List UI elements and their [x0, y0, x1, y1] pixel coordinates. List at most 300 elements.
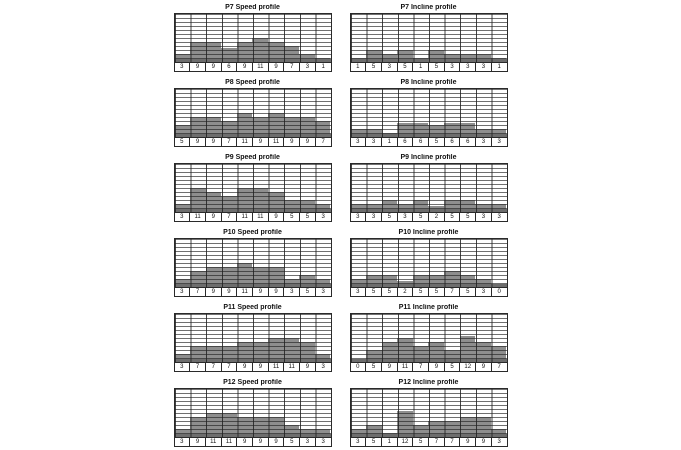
bar-column — [382, 14, 398, 62]
value-cell: 6 — [222, 63, 238, 71]
bar-column — [397, 314, 413, 362]
value-cell: 9 — [253, 363, 269, 371]
value-cell: 9 — [206, 138, 222, 146]
value-cell: 3 — [445, 63, 461, 71]
baseline-band — [175, 134, 331, 137]
value-cell: 3 — [300, 438, 316, 446]
value-cell: 3 — [398, 213, 414, 221]
value-cell: 11 — [206, 438, 222, 446]
plot-area — [350, 238, 508, 287]
bar-column — [491, 239, 507, 287]
bar-column — [221, 389, 237, 437]
value-cell: 7 — [222, 213, 238, 221]
bar-column — [268, 89, 284, 137]
value-cell: 5 — [366, 438, 382, 446]
value-cell: 5 — [366, 363, 382, 371]
value-cell: 9 — [190, 438, 206, 446]
value-cell: 5 — [460, 288, 476, 296]
value-cell: 6 — [413, 138, 429, 146]
value-cell: 3 — [284, 288, 300, 296]
value-cell: 3 — [351, 438, 367, 446]
plot-area — [174, 388, 332, 437]
value-cell: 11 — [269, 138, 285, 146]
bar-column — [428, 389, 444, 437]
value-cell: 9 — [190, 138, 206, 146]
bar-column — [190, 314, 206, 362]
bar-column — [206, 314, 222, 362]
bar-column — [460, 164, 476, 212]
bar-column — [428, 89, 444, 137]
plot-area — [350, 13, 508, 62]
bar-column — [315, 14, 331, 62]
value-cell: 3 — [351, 288, 367, 296]
bar-column — [268, 389, 284, 437]
value-cell: 5 — [284, 213, 300, 221]
plot-area — [350, 163, 508, 212]
value-cell: 9 — [300, 138, 316, 146]
bars — [351, 164, 507, 212]
bar-column — [397, 239, 413, 287]
value-cell: 7 — [190, 363, 206, 371]
bar-column — [190, 89, 206, 137]
bars — [175, 164, 331, 212]
bar-column — [491, 389, 507, 437]
bar-column — [237, 389, 253, 437]
bar-column — [206, 14, 222, 62]
value-cell: 5 — [300, 288, 316, 296]
bar-column — [237, 164, 253, 212]
bar-column — [299, 314, 315, 362]
chart-title: P11 Incline profile — [398, 304, 459, 311]
bar-column — [428, 164, 444, 212]
value-cell: 9 — [206, 288, 222, 296]
bar-column — [237, 314, 253, 362]
bar-column — [444, 389, 460, 437]
bars — [175, 14, 331, 62]
chart-title: P8 Speed profile — [225, 79, 280, 86]
bar-column — [413, 164, 429, 212]
baseline-band — [351, 359, 507, 362]
bar-column — [252, 14, 268, 62]
value-cell: 7 — [429, 438, 445, 446]
value-cell: 3 — [460, 63, 476, 71]
bar-column — [175, 89, 191, 137]
value-cell: 1 — [321, 64, 325, 70]
bar-column — [206, 164, 222, 212]
bar-column — [268, 164, 284, 212]
value-cell: 1 — [413, 63, 429, 71]
value-cell: 3 — [321, 214, 325, 220]
bar-column — [351, 239, 367, 287]
bar-column — [475, 14, 491, 62]
value-cell: 3 — [321, 289, 325, 295]
bars — [175, 389, 331, 437]
bar-column — [206, 389, 222, 437]
value-cell: 5 — [460, 213, 476, 221]
plot-area — [174, 238, 332, 287]
value-table-row — [350, 212, 508, 222]
charts-board — [174, 0, 508, 447]
bar-column — [413, 389, 429, 437]
value-cell: 12 — [460, 363, 476, 371]
value-cell: 6 — [460, 138, 476, 146]
bar-column — [413, 89, 429, 137]
bar-column — [444, 14, 460, 62]
value-cell: 9 — [237, 63, 253, 71]
bar-column — [268, 14, 284, 62]
value-cell: 12 — [398, 438, 414, 446]
value-cell: 5 — [382, 213, 398, 221]
bar-column — [206, 89, 222, 137]
plot-area — [174, 88, 332, 137]
bar-column — [397, 164, 413, 212]
value-cell: 11 — [222, 438, 238, 446]
bar-column — [460, 314, 476, 362]
value-table-row — [174, 212, 332, 222]
bar-column — [315, 389, 331, 437]
bar-column — [190, 239, 206, 287]
bar-column — [237, 239, 253, 287]
value-cell: 9 — [237, 363, 253, 371]
value-cell: 5 — [175, 138, 191, 146]
chart-title: P9 Speed profile — [225, 154, 280, 161]
bar-column — [475, 89, 491, 137]
bar-column — [175, 164, 191, 212]
bar-column — [444, 239, 460, 287]
value-cell: 1 — [351, 63, 367, 71]
value-cell: 3 — [351, 213, 367, 221]
bar-column — [190, 164, 206, 212]
bar-column — [460, 239, 476, 287]
value-cell: 9 — [253, 438, 269, 446]
chart-p12-incline-profile — [350, 379, 508, 447]
value-table-row — [174, 62, 332, 72]
value-cell: 5 — [445, 363, 461, 371]
value-cell: 3 — [175, 213, 191, 221]
bar-column — [315, 89, 331, 137]
value-cell: 7 — [206, 363, 222, 371]
chart-p8-speed-profile — [174, 79, 332, 147]
bar-column — [366, 239, 382, 287]
bar-column — [460, 389, 476, 437]
bar-column — [190, 14, 206, 62]
bar-column — [268, 314, 284, 362]
bar-column — [366, 14, 382, 62]
bars — [351, 14, 507, 62]
value-cell: 5 — [398, 63, 414, 71]
bar-column — [351, 14, 367, 62]
baseline-band — [175, 359, 331, 362]
bar-column — [397, 14, 413, 62]
value-cell: 5 — [413, 213, 429, 221]
baseline-band — [175, 59, 331, 62]
chart-title: P12 Speed profile — [223, 379, 282, 386]
value-cell: 5 — [429, 63, 445, 71]
value-table-row — [350, 137, 508, 147]
value-table-row — [350, 62, 508, 72]
chart-p9-speed-profile — [174, 154, 332, 222]
bar-column — [366, 164, 382, 212]
value-cell: 9 — [284, 138, 300, 146]
value-cell: 5 — [300, 213, 316, 221]
bars — [175, 89, 331, 137]
plot-area — [174, 13, 332, 62]
value-cell: 11 — [237, 288, 253, 296]
baseline-band — [351, 209, 507, 212]
bar-column — [221, 314, 237, 362]
value-cell: 3 — [497, 214, 501, 220]
value-table-row — [174, 437, 332, 447]
value-cell: 0 — [497, 289, 501, 295]
bar-column — [206, 239, 222, 287]
chart-p12-speed-profile — [174, 379, 332, 447]
chart-title: P11 Speed profile — [223, 304, 282, 311]
bar-column — [444, 164, 460, 212]
bar-column — [413, 239, 429, 287]
chart-title: P9 Incline profile — [400, 154, 457, 161]
bar-column — [221, 164, 237, 212]
bar-column — [475, 164, 491, 212]
baseline-band — [351, 59, 507, 62]
bar-column — [460, 14, 476, 62]
chart-title: P8 Incline profile — [400, 79, 457, 86]
bar-column — [190, 389, 206, 437]
value-cell: 1 — [497, 64, 501, 70]
value-cell: 11 — [237, 138, 253, 146]
value-cell: 1 — [382, 138, 398, 146]
value-cell: 9 — [269, 63, 285, 71]
value-cell: 3 — [497, 439, 501, 445]
bar-column — [237, 89, 253, 137]
plot-area — [350, 88, 508, 137]
value-table-row — [350, 437, 508, 447]
value-cell: 3 — [476, 138, 492, 146]
baseline-band — [351, 134, 507, 137]
bar-column — [428, 239, 444, 287]
bar-column — [175, 389, 191, 437]
bar-column — [382, 239, 398, 287]
value-cell: 7 — [222, 363, 238, 371]
chart-title: P10 Incline profile — [398, 229, 459, 236]
bar-column — [284, 314, 300, 362]
baseline-band — [175, 434, 331, 437]
value-cell: 0 — [351, 363, 367, 371]
value-cell: 9 — [476, 438, 492, 446]
value-cell: 9 — [222, 288, 238, 296]
value-cell: 9 — [269, 288, 285, 296]
bar-column — [397, 389, 413, 437]
bar-column — [491, 14, 507, 62]
bar-column — [351, 89, 367, 137]
value-cell: 9 — [253, 138, 269, 146]
bar-column — [382, 89, 398, 137]
bar-column — [382, 314, 398, 362]
value-cell: 3 — [476, 288, 492, 296]
bar-column — [475, 314, 491, 362]
bar-column — [366, 89, 382, 137]
bar-column — [444, 314, 460, 362]
chart-p10-incline-profile — [350, 229, 508, 297]
chart-title: P7 Incline profile — [400, 4, 457, 11]
value-cell: 3 — [175, 438, 191, 446]
value-cell: 9 — [382, 363, 398, 371]
bar-column — [284, 239, 300, 287]
chart-p7-incline-profile — [350, 4, 508, 72]
plot-area — [350, 388, 508, 437]
bar-column — [268, 239, 284, 287]
value-cell: 9 — [269, 213, 285, 221]
value-cell: 7 — [321, 139, 325, 145]
plot-area — [350, 313, 508, 362]
value-cell: 6 — [398, 138, 414, 146]
value-cell: 11 — [237, 213, 253, 221]
value-cell: 3 — [321, 439, 325, 445]
chart-title: P10 Speed profile — [223, 229, 282, 236]
bar-column — [284, 389, 300, 437]
bar-column — [284, 164, 300, 212]
bar-column — [299, 164, 315, 212]
bar-column — [315, 239, 331, 287]
value-cell: 3 — [175, 63, 191, 71]
value-cell: 11 — [190, 213, 206, 221]
bar-column — [221, 239, 237, 287]
bar-column — [351, 314, 367, 362]
chart-title: P12 Incline profile — [398, 379, 459, 386]
value-cell: 1 — [382, 438, 398, 446]
bar-column — [315, 314, 331, 362]
bar-column — [299, 89, 315, 137]
value-cell: 3 — [476, 63, 492, 71]
value-cell: 3 — [351, 138, 367, 146]
value-cell: 3 — [382, 63, 398, 71]
value-cell: 9 — [429, 363, 445, 371]
value-cell: 2 — [398, 288, 414, 296]
value-cell: 9 — [300, 363, 316, 371]
bar-column — [284, 89, 300, 137]
bar-column — [382, 389, 398, 437]
bar-column — [475, 239, 491, 287]
value-table-row — [350, 287, 508, 297]
bar-column — [299, 239, 315, 287]
value-cell: 5 — [382, 288, 398, 296]
value-cell: 11 — [253, 63, 269, 71]
bar-column — [444, 89, 460, 137]
bar-column — [237, 14, 253, 62]
bar-column — [284, 14, 300, 62]
bar-column — [252, 164, 268, 212]
value-table-row — [350, 362, 508, 372]
bar-column — [351, 389, 367, 437]
bar-column — [413, 314, 429, 362]
bar-column — [299, 14, 315, 62]
value-cell: 9 — [460, 438, 476, 446]
chart-p7-speed-profile — [174, 4, 332, 72]
bar-column — [252, 89, 268, 137]
chart-title: P7 Speed profile — [225, 4, 280, 11]
value-cell: 2 — [429, 213, 445, 221]
value-table-row — [174, 137, 332, 147]
bars — [351, 314, 507, 362]
bar-column — [413, 14, 429, 62]
bars — [175, 239, 331, 287]
bar-column — [491, 164, 507, 212]
bar-column — [382, 164, 398, 212]
value-cell: 11 — [253, 213, 269, 221]
bar-column — [175, 14, 191, 62]
value-cell: 5 — [366, 63, 382, 71]
value-cell: 3 — [321, 364, 325, 370]
bar-column — [491, 89, 507, 137]
value-cell: 3 — [366, 138, 382, 146]
value-cell: 11 — [398, 363, 414, 371]
bar-column — [491, 314, 507, 362]
value-cell: 9 — [269, 438, 285, 446]
value-cell: 6 — [445, 138, 461, 146]
chart-p9-incline-profile — [350, 154, 508, 222]
value-cell: 5 — [413, 288, 429, 296]
bar-column — [252, 389, 268, 437]
value-cell: 7 — [190, 288, 206, 296]
value-cell: 3 — [175, 288, 191, 296]
plot-area — [174, 313, 332, 362]
value-table-row — [174, 287, 332, 297]
value-cell: 7 — [497, 364, 501, 370]
bars — [351, 239, 507, 287]
baseline-band — [175, 284, 331, 287]
value-cell: 7 — [445, 438, 461, 446]
bar-column — [366, 314, 382, 362]
baseline-band — [351, 434, 507, 437]
value-cell: 5 — [284, 438, 300, 446]
chart-p11-incline-profile — [350, 304, 508, 372]
value-cell: 5 — [429, 138, 445, 146]
chart-p11-speed-profile — [174, 304, 332, 372]
value-cell: 5 — [366, 288, 382, 296]
value-cell: 7 — [222, 138, 238, 146]
bar-column — [221, 89, 237, 137]
bar-column — [366, 389, 382, 437]
chart-p8-incline-profile — [350, 79, 508, 147]
bar-column — [428, 14, 444, 62]
bar-column — [299, 389, 315, 437]
value-cell: 9 — [190, 63, 206, 71]
baseline-band — [175, 209, 331, 212]
bar-column — [475, 389, 491, 437]
value-table-row — [174, 362, 332, 372]
value-cell: 3 — [300, 63, 316, 71]
value-cell: 3 — [476, 213, 492, 221]
bar-column — [460, 89, 476, 137]
bar-column — [351, 164, 367, 212]
value-cell: 3 — [497, 139, 501, 145]
baseline-band — [351, 284, 507, 287]
value-cell: 5 — [429, 288, 445, 296]
value-cell: 11 — [269, 363, 285, 371]
bars — [351, 89, 507, 137]
value-cell: 7 — [413, 363, 429, 371]
value-cell: 9 — [253, 288, 269, 296]
value-cell: 9 — [237, 438, 253, 446]
chart-p10-speed-profile — [174, 229, 332, 297]
value-cell: 7 — [445, 288, 461, 296]
bar-column — [252, 314, 268, 362]
bar-column — [175, 314, 191, 362]
bar-column — [252, 239, 268, 287]
value-cell: 3 — [175, 363, 191, 371]
bar-column — [175, 239, 191, 287]
value-cell: 5 — [445, 213, 461, 221]
bar-column — [428, 314, 444, 362]
